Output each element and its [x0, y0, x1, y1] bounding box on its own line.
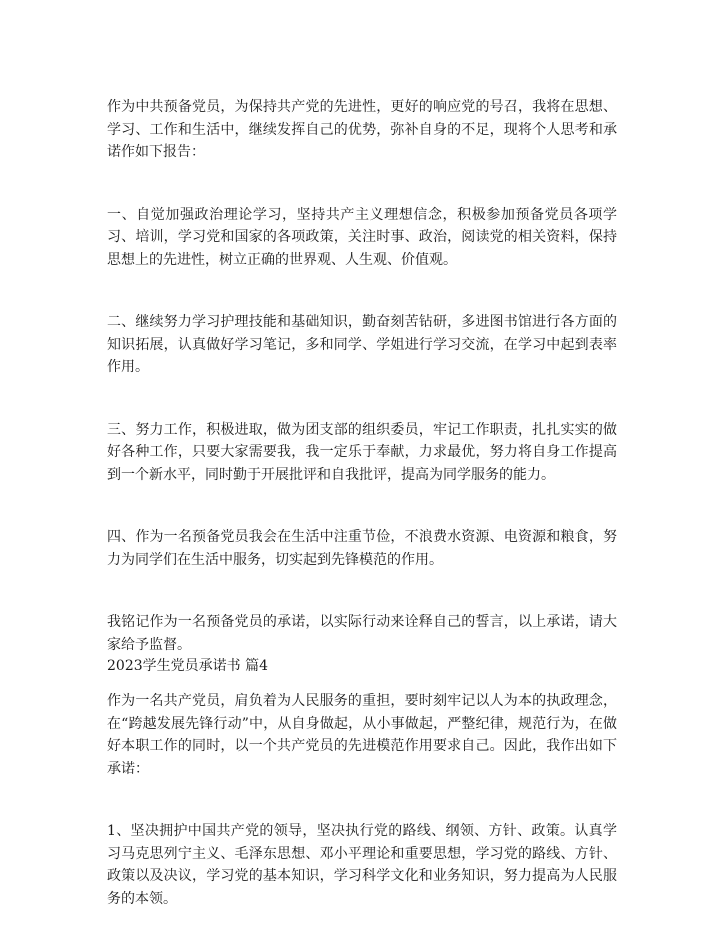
document-body [107, 96, 617, 910]
intro-paragraph: 作为中共预备党员，为保持共产党的先进性，更好的响应党的号召，我将在思想、学习、工作和生活中，继续发挥自己的优势，弥补自身的不足，现将个人思考和承诺作如下报告： [107, 99, 617, 160]
commitment-item-2: 二、继续努力学习护理技能和基础知识，勤奋刻苦钻研，多进图书馆进行各方面的知识拓展，认真做好学习笔记，多和同学、学姐进行学习交流，在学习中起到表率作用。 [107, 314, 617, 375]
intro2-paragraph: 作为一名共产党员，肩负着为人民服务的重担，要时刻牢记以人为本的执政理念，在“跨越发展先锋行动”中，从自身做起，从小事做起，严整纪律，规范行为，在做好本职工作的同时，以一个共产党员的先进模范作用要求自己。因此，我作出如下承诺： [107, 693, 617, 777]
point-1: 1、坚决拥护中国共产党的领导，坚决执行党的路线、纲领、方针、政策。认真学习马克思列宁主义、毛泽东思想、邓小平理论和重要思想，学习党的路线、方针、政策以及决议，学习党的基本知识，学习科学文化和业务知识，努力提高为人民服务的本领。 [107, 823, 617, 907]
commitment-item-4: 四、作为一名预备党员我会在生活中注重节俭，不浪费水资源、电资源和粮食，努力为同学们在生活中服务，切实起到先锋模范的作用。 [107, 529, 617, 568]
commitment-item-1: 一、自觉加强政治理论学习，坚持共产主义理想信念，积极参加预备党员各项学习、培训，学习党和国家的各项政策，关注时事、政治，阅读党的相关资料，保持思想上的先进性，树立正确的世界观、人生观、价值观。 [107, 206, 617, 268]
closing-paragraph: 我铭记作为一名预备党员的承诺，以实际行动来诠释自己的誓言，以上承诺，请大家给予监督。 [107, 614, 617, 653]
section-title: 2023学生党员承诺书 篇4 [107, 658, 268, 674]
commitment-item-3: 三、努力工作，积极进取，做为团支部的组织委员，牢记工作职责，扎扎实实的做好各种工作，只要大家需要我，我一定乐于奉献，力求最优，努力将自身工作提高到一个新水平，同时勤于开展批评和自我批评，提高为同学服务的能力。 [107, 421, 617, 483]
